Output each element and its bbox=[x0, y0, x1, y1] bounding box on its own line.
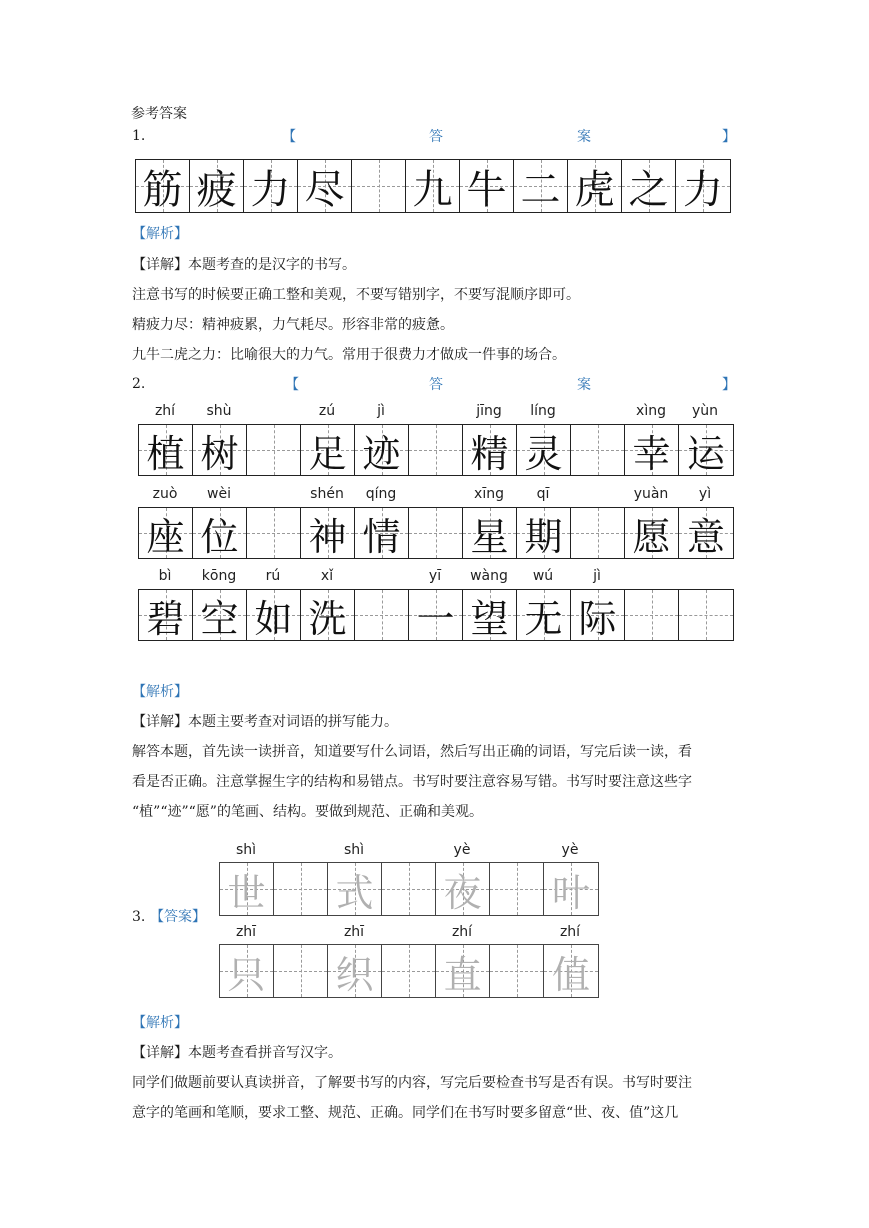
q1-detail-line: 【详解】本题考查的是汉字的书写。 bbox=[132, 257, 356, 273]
grid-cell bbox=[274, 945, 328, 997]
q1-number: 1. bbox=[132, 128, 146, 144]
answer-char: 际 bbox=[578, 596, 617, 641]
answer-char: 力 bbox=[250, 166, 291, 213]
grid-cell bbox=[517, 590, 571, 640]
grid-cell bbox=[490, 863, 544, 915]
answer-char: 神 bbox=[308, 514, 347, 559]
grid-cell bbox=[355, 508, 409, 558]
answer-char: 精 bbox=[470, 431, 509, 476]
q2-detail-line: 【详解】本题主要考查对词语的拼写能力。 bbox=[132, 714, 398, 730]
pinyin: líng bbox=[530, 403, 556, 419]
answer-char: 叶 bbox=[551, 870, 590, 915]
grid-cell bbox=[406, 160, 460, 212]
q2-pinyin-row-3 bbox=[138, 568, 732, 586]
q2-answer-char-1: 答 bbox=[429, 377, 443, 393]
q3-explanation-line: 同学们做题前要认真读拼音，了解要书写的内容，写完后要检查书写是否有误。书写时要注 bbox=[132, 1075, 692, 1091]
pinyin: zhí bbox=[154, 403, 176, 419]
q1-explanation-line: 注意书写的时候要正确工整和美观，不要写错别字，不要写混顺序即可。 bbox=[132, 287, 580, 303]
answer-char: 织 bbox=[335, 952, 374, 997]
q3-explanation-line: 意字的笔画和笔顺，要求工整、规范、正确。同学们在书写时要多留意“世、夜、值”这几 bbox=[132, 1105, 679, 1121]
grid-cell bbox=[193, 590, 247, 640]
q2-pinyin-row-1 bbox=[138, 403, 732, 421]
grid-cell bbox=[544, 945, 598, 997]
q1-answer-char-2: 案 bbox=[577, 129, 591, 145]
answer-char: 碧 bbox=[146, 596, 185, 641]
grid-cell bbox=[193, 508, 247, 558]
q1-answer-bracket-close: 】 bbox=[722, 129, 736, 145]
grid-cell bbox=[409, 425, 463, 475]
pinyin: xīng bbox=[474, 486, 504, 502]
q2-character-grid-row-3 bbox=[138, 589, 734, 641]
grid-cell bbox=[463, 590, 517, 640]
pinyin: zhī bbox=[343, 924, 365, 940]
grid-cell bbox=[220, 945, 274, 997]
grid-cell bbox=[436, 945, 490, 997]
pinyin: xìng bbox=[636, 403, 666, 419]
grid-cell bbox=[220, 863, 274, 915]
q2-explanation-line: 解答本题，首先读一读拼音，知道要写什么词语，然后写出正确的词语，写完后读一读，看 bbox=[132, 744, 692, 760]
grid-cell bbox=[676, 160, 730, 212]
answer-char: 意 bbox=[686, 514, 725, 559]
q3-character-grid-row-2 bbox=[219, 944, 599, 998]
grid-cell bbox=[247, 590, 301, 640]
grid-cell bbox=[679, 425, 733, 475]
answer-char: 九 bbox=[412, 166, 453, 213]
pinyin: qī bbox=[536, 486, 550, 502]
grid-cell bbox=[274, 863, 328, 915]
grid-cell bbox=[352, 160, 406, 212]
answer-char: 尽 bbox=[304, 166, 345, 213]
pinyin: zú bbox=[318, 403, 336, 419]
grid-cell bbox=[139, 590, 193, 640]
answer-char: 期 bbox=[524, 514, 563, 559]
grid-cell bbox=[247, 425, 301, 475]
q1-analysis-tag: 【解析】 bbox=[132, 226, 188, 242]
pinyin: zuò bbox=[152, 486, 178, 502]
q1-answer-char-1: 答 bbox=[429, 129, 443, 145]
pinyin: wú bbox=[532, 568, 554, 584]
grid-cell bbox=[193, 425, 247, 475]
pinyin: jīng bbox=[476, 403, 502, 419]
grid-cell bbox=[571, 590, 625, 640]
pinyin: jì bbox=[593, 568, 601, 584]
grid-cell bbox=[328, 945, 382, 997]
grid-cell bbox=[409, 590, 463, 640]
page-heading: 参考答案 bbox=[131, 106, 187, 122]
grid-cell bbox=[679, 508, 733, 558]
grid-cell bbox=[460, 160, 514, 212]
q2-explanation-line: “植”“迹”“愿”的笔画、结构。要做到规范、正确和美观。 bbox=[132, 804, 483, 820]
pinyin: zhī bbox=[235, 924, 257, 940]
answer-char: 无 bbox=[524, 596, 563, 641]
grid-cell bbox=[301, 590, 355, 640]
answer-char: 世 bbox=[227, 870, 266, 915]
grid-cell bbox=[514, 160, 568, 212]
pinyin: wèi bbox=[207, 486, 231, 502]
q2-number: 2. bbox=[132, 376, 146, 392]
pinyin: yī bbox=[428, 568, 442, 584]
answer-char: 直 bbox=[443, 952, 482, 997]
q2-answer-bracket-close: 】 bbox=[722, 377, 736, 393]
grid-cell bbox=[490, 945, 544, 997]
pinyin: yùn bbox=[691, 403, 719, 419]
grid-cell bbox=[463, 508, 517, 558]
q2-character-grid-row-2 bbox=[138, 507, 734, 559]
q2-answer-char-2: 案 bbox=[577, 377, 591, 393]
answer-char: 二 bbox=[520, 166, 561, 213]
grid-cell bbox=[247, 508, 301, 558]
q3-detail-line: 【详解】本题考查看拼音写汉字。 bbox=[132, 1045, 342, 1061]
pinyin: wàng bbox=[470, 568, 508, 584]
q2-answer-label bbox=[132, 374, 736, 394]
grid-cell bbox=[463, 425, 517, 475]
grid-cell bbox=[355, 590, 409, 640]
q1-explanation-line: 精疲力尽：精神疲累，力气耗尽。形容非常的疲惫。 bbox=[132, 317, 454, 333]
pinyin: jì bbox=[377, 403, 385, 419]
grid-cell bbox=[190, 160, 244, 212]
answer-char: 星 bbox=[470, 514, 509, 559]
pinyin: bì bbox=[158, 568, 172, 584]
answer-char: 筋 bbox=[142, 166, 183, 213]
pinyin: rú bbox=[265, 568, 281, 584]
answer-char: 疲 bbox=[196, 166, 237, 213]
q3-pinyin-row-2 bbox=[219, 924, 597, 942]
answer-char: 情 bbox=[362, 514, 401, 559]
grid-cell bbox=[625, 425, 679, 475]
grid-cell bbox=[679, 590, 733, 640]
grid-cell bbox=[328, 863, 382, 915]
q3-analysis-tag: 【解析】 bbox=[132, 1015, 188, 1031]
grid-cell bbox=[571, 425, 625, 475]
grid-cell bbox=[244, 160, 298, 212]
q2-answer-bracket-open: 【 bbox=[285, 377, 299, 393]
grid-cell bbox=[301, 508, 355, 558]
grid-cell bbox=[382, 945, 436, 997]
answer-char: 愿 bbox=[632, 514, 671, 559]
answer-char: 力 bbox=[683, 166, 723, 213]
grid-cell bbox=[436, 863, 490, 915]
grid-cell bbox=[409, 508, 463, 558]
pinyin: yè bbox=[561, 842, 579, 858]
pinyin: yì bbox=[698, 486, 712, 502]
answer-char: 式 bbox=[335, 870, 374, 915]
q3-number: 3. bbox=[132, 909, 146, 925]
pinyin: kōng bbox=[201, 568, 237, 584]
grid-cell bbox=[544, 863, 598, 915]
answer-char: 迹 bbox=[362, 431, 401, 476]
grid-cell bbox=[298, 160, 352, 212]
pinyin: shén bbox=[310, 486, 344, 502]
pinyin: shì bbox=[235, 842, 257, 858]
q3-answer-tag: 【答案】 bbox=[150, 909, 206, 925]
grid-cell bbox=[301, 425, 355, 475]
answer-char: 值 bbox=[551, 952, 590, 997]
pinyin: shù bbox=[206, 403, 232, 419]
grid-cell bbox=[517, 425, 571, 475]
q2-analysis-tag: 【解析】 bbox=[132, 684, 188, 700]
answer-char: 之 bbox=[628, 166, 669, 213]
pinyin: shì bbox=[343, 842, 365, 858]
grid-cell bbox=[568, 160, 622, 212]
q1-answer-label bbox=[132, 126, 736, 146]
grid-cell bbox=[136, 160, 190, 212]
pinyin: yuàn bbox=[633, 486, 669, 502]
grid-cell bbox=[622, 160, 676, 212]
answer-char: 牛 bbox=[466, 166, 507, 213]
answer-char: 只 bbox=[227, 952, 266, 997]
q1-character-grid bbox=[135, 159, 731, 213]
answer-char: 足 bbox=[308, 431, 347, 476]
answer-char: 运 bbox=[686, 431, 725, 476]
answer-char: 座 bbox=[146, 514, 185, 559]
grid-cell bbox=[625, 590, 679, 640]
grid-cell bbox=[139, 508, 193, 558]
grid-cell bbox=[625, 508, 679, 558]
q1-answer-bracket-open: 【 bbox=[282, 129, 296, 145]
answer-char: 位 bbox=[200, 514, 239, 559]
pinyin: xǐ bbox=[320, 568, 334, 584]
q2-character-grid-row-1 bbox=[138, 424, 734, 476]
q1-explanation-line: 九牛二虎之力：比喻很大的力气。常用于很费力才做成一件事的场合。 bbox=[132, 347, 566, 363]
pinyin: qíng bbox=[365, 486, 397, 502]
grid-cell bbox=[139, 425, 193, 475]
answer-char: 望 bbox=[470, 596, 509, 641]
q3-character-grid-row-1 bbox=[219, 862, 599, 916]
q2-pinyin-row-2 bbox=[138, 486, 732, 504]
answer-char: 如 bbox=[254, 596, 293, 641]
pinyin: yè bbox=[453, 842, 471, 858]
answer-char: 灵 bbox=[524, 431, 563, 476]
answer-char: 植 bbox=[146, 431, 185, 476]
grid-cell bbox=[382, 863, 436, 915]
grid-cell bbox=[571, 508, 625, 558]
answer-char: 夜 bbox=[443, 870, 482, 915]
answer-char: 空 bbox=[200, 596, 239, 641]
answer-char: 幸 bbox=[632, 431, 671, 476]
answer-char: 一 bbox=[416, 596, 455, 641]
answer-char: 虎 bbox=[574, 166, 615, 213]
grid-cell bbox=[355, 425, 409, 475]
answer-char: 洗 bbox=[308, 596, 347, 641]
q2-explanation-line: 看是否正确。注意掌握生字的结构和易错点。书写时要注意容易写错。书写时要注意这些字 bbox=[132, 774, 692, 790]
pinyin: zhí bbox=[451, 924, 473, 940]
grid-cell bbox=[517, 508, 571, 558]
pinyin: zhí bbox=[559, 924, 581, 940]
answer-char: 树 bbox=[200, 431, 239, 476]
q3-pinyin-row-1 bbox=[219, 842, 597, 860]
